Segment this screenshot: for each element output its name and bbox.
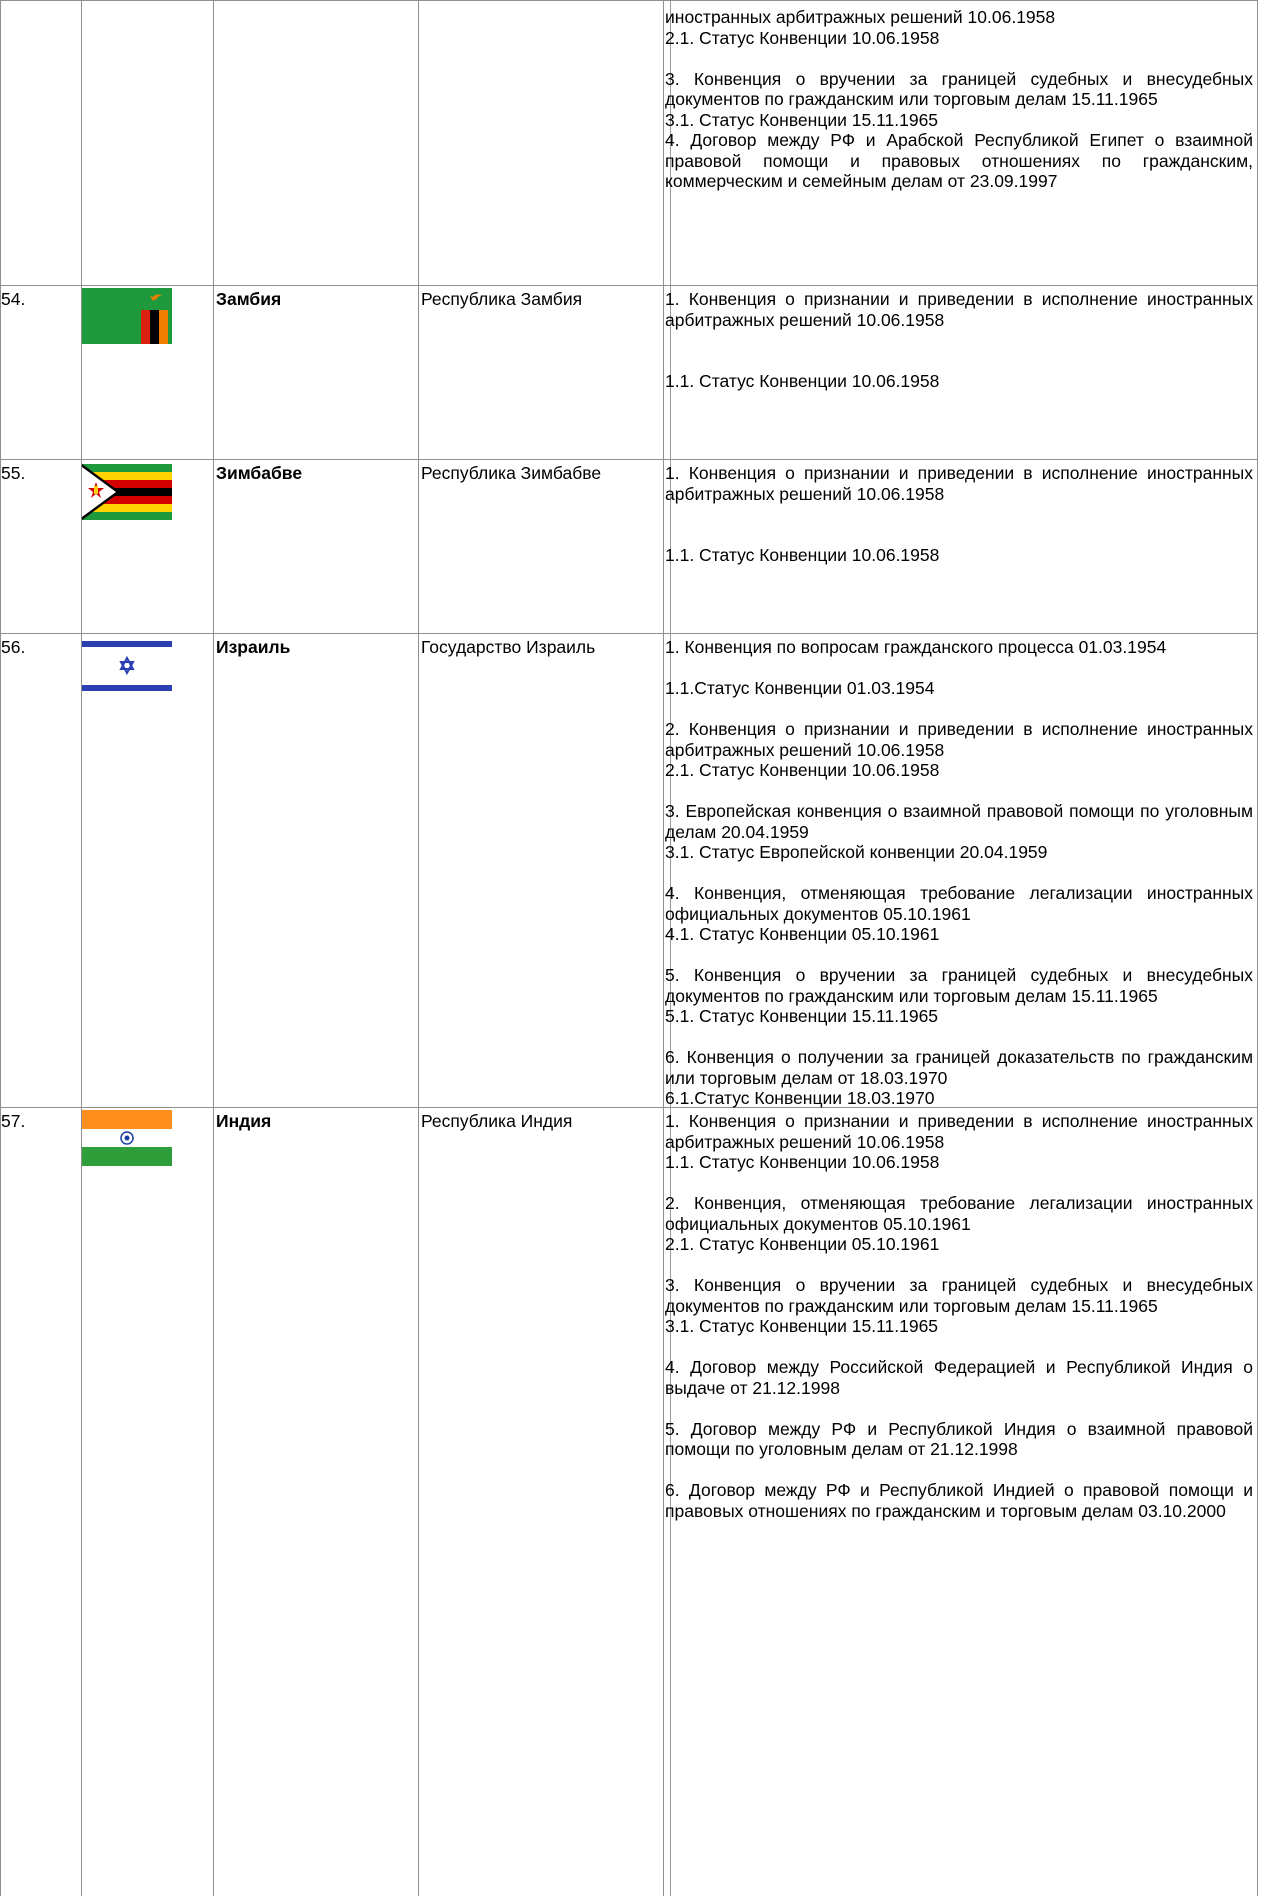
document-line: 6. Конвенция о получении за границей доказательств по гражданским или торговым делам от 18.03.1970	[665, 1047, 1253, 1088]
row-divider	[0, 285, 1258, 286]
document-line: 5.1. Статус Конвенции 15.11.1965	[665, 1006, 939, 1026]
document-line: 5. Договор между РФ и Республикой Индия о взаимной правовой помощи по уголовным делам от 21.12.1998	[665, 1418, 1253, 1459]
document-line: 3. Европейская конвенция о взаимной правовой помощи по уголовным делам 20.04.1959	[665, 801, 1253, 842]
row-number: 55.	[1, 463, 26, 483]
document-paragraph	[665, 637, 1253, 658]
country-short-name: Замбия	[216, 289, 282, 309]
document-line: 3.1. Статус Европейской конвенции 20.04.1959	[665, 842, 1048, 862]
document-line: 4. Договор между Российской Федерацией и Республикой Индия о выдаче от 21.12.1998	[665, 1357, 1253, 1398]
zimbabwe-flag-icon	[82, 464, 172, 520]
document-paragraph	[665, 1419, 1253, 1460]
document-line: 1.1.Статус Конвенции 01.03.1954	[665, 678, 935, 698]
document-paragraph	[665, 69, 1253, 192]
document-line: 1. Конвенция о признании и приведении в исполнение иностранных арбитражных решений 10.06.1958	[665, 289, 1253, 330]
document-line: 2.1. Статус Конвенции 10.06.1958	[665, 27, 940, 48]
country-short-name: Индия	[216, 1111, 272, 1131]
documents-cell	[665, 637, 1253, 1109]
document-paragraph	[665, 1111, 1253, 1173]
country-full-name: Республика Индия	[421, 1111, 573, 1131]
country-full-name: Государство Израиль	[421, 637, 596, 657]
document-line: 2. Конвенция о признании и приведении в исполнение иностранных арбитражных решений 10.06.1958	[665, 719, 1253, 760]
document-paragraph	[665, 1193, 1253, 1255]
document-paragraph	[665, 678, 1253, 699]
document-line: иностранных арбитражных решений 10.06.1958	[665, 7, 1056, 27]
country-short-name: Зимбабве	[216, 463, 303, 483]
document-paragraph	[665, 801, 1253, 863]
document-line: 5. Конвенция о вручении за границей судебных и внесудебных документов по гражданским или торговым делам 15.11.1965	[665, 965, 1253, 1006]
document-line: 6.1.Статус Конвенции 18.03.1970	[665, 1088, 935, 1108]
country-full-name: Республика Зимбабве	[421, 463, 602, 483]
document-paragraph	[665, 545, 1253, 566]
document-line: 1. Конвенция по вопросам гражданского процесса 01.03.1954	[665, 637, 1167, 657]
document-line: 1.1. Статус Конвенции 10.06.1958	[665, 545, 940, 565]
document-paragraph	[665, 883, 1253, 945]
document-line: 1.1. Статус Конвенции 10.06.1958	[665, 371, 940, 391]
document-line: 4.1. Статус Конвенции 05.10.1961	[665, 924, 940, 944]
documents-cell	[665, 289, 1253, 392]
row-number: 56.	[1, 637, 26, 657]
israel-flag-icon	[82, 638, 172, 694]
document-line: 3.1. Статус Конвенции 15.11.1965	[665, 1316, 939, 1336]
row-divider	[0, 0, 1258, 1]
documents-cell	[665, 463, 1253, 566]
document-line: 6. Договор между РФ и Республикой Индией о правовой помощи и правовых отношениях по гражданским и торговым делам 03.10.2000	[665, 1480, 1253, 1521]
document-paragraph	[665, 1275, 1253, 1337]
document-paragraph	[665, 1357, 1253, 1398]
document-line: 1.1. Статус Конвенции 10.06.1958	[665, 1152, 940, 1172]
row-number: 57.	[1, 1111, 26, 1131]
document-paragraph	[665, 289, 1253, 330]
document-line: 4. Договор между РФ и Арабской Республикой Египет о взаимной правовой помощи и правовых отношениях по гражданским, коммерческим и семейным делам от 23.09.1997	[665, 130, 1253, 191]
zambia-flag-icon	[82, 288, 172, 344]
document-line: 1. Конвенция о признании и приведении в исполнение иностранных арбитражных решений 10.06.1958	[665, 1111, 1253, 1152]
document-paragraph	[665, 719, 1253, 781]
documents-cell	[665, 7, 1253, 192]
row-divider	[0, 459, 1258, 460]
document-paragraph	[665, 1047, 1253, 1109]
document-line: 3. Конвенция о вручении за границей судебных и внесудебных документов по гражданским или торговым делам 15.11.1965	[665, 68, 1253, 109]
document-paragraph	[665, 463, 1253, 504]
india-flag-icon	[82, 1110, 172, 1166]
document-paragraph	[665, 7, 1253, 48]
document-paragraph	[665, 1480, 1253, 1521]
documents-cell	[665, 1111, 1253, 1521]
row-number: 54.	[1, 289, 26, 309]
document-line: 2. Конвенция, отменяющая требование легализации иностранных официальных документов 05.10.1961	[665, 1193, 1253, 1234]
document-paragraph	[665, 371, 1253, 392]
row-divider	[0, 633, 1258, 634]
country-short-name: Израиль	[216, 637, 291, 657]
document-line: 4. Конвенция, отменяющая требование легализации иностранных официальных документов 05.10.1961	[665, 883, 1253, 924]
document-line: 2.1. Статус Конвенции 05.10.1961	[665, 1234, 940, 1254]
document-line: 2.1. Статус Конвенции 10.06.1958	[665, 760, 940, 780]
document-line: 3.1. Статус Конвенции 15.11.1965	[665, 109, 939, 130]
document-line: 3. Конвенция о вручении за границей судебных и внесудебных документов по гражданским или торговым делам 15.11.1965	[665, 1275, 1253, 1316]
country-full-name: Республика Замбия	[421, 289, 583, 309]
document-line: 1. Конвенция о признании и приведении в исполнение иностранных арбитражных решений 10.06.1958	[665, 463, 1253, 504]
document-paragraph	[665, 965, 1253, 1027]
